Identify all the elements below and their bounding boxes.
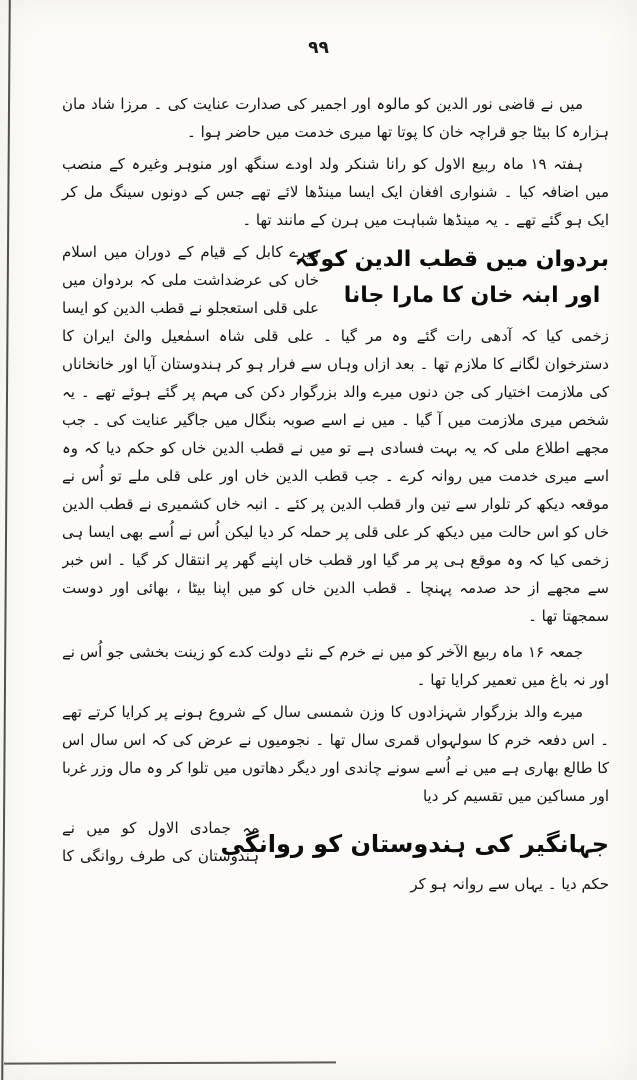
section-heading-line: جہانگیر کی ہندوستان کو روانگی <box>220 830 609 858</box>
section-burdwan-body: میرے کابل کے قیام کے دوران میں اسلام خاں کی عرضداشت ملی کہ بردوان میں علی قلی استعجلو نے قطب الدین کو ایسا زخمی کیا کہ آدھی رات گئے وہ مر گیا ۔ علی قلی شاہ اسمٰعیل والئ ایران کا دسترخوان لگانے کا ملازم تھا ۔ بعد ازاں وہاں سے فرار ہو کر ہندوستان آیا اور خانخاناں کی ملازمت اختیار کی جن دنوں میرے والد بزرگوار دکن کی مہم پر گئے ہوئے تھے ۔ یہ شخص میری ملازمت میں آ گیا ۔ میں نے اسے صوبہ بنگال میں جاگیر عنایت کی ۔ جب مجھے اطلاع ملی کہ یہ بہت فسادی ہے تو میں نے قطب الدین خاں کو حکم دیا کہ وہ اسے میری خدمت میں روانہ کرے ۔ جب قطب الدین خاں اور علی قلی ملے تو اُس نے موقعہ دیکھ کر تلوار سے تین وار قطب الدین پر کئے ۔ انبہ خاں کشمیری نے قطب الدین خاں کو اس حالت میں دیکھ کر علی قلی پر حملہ کر دیا لیکن اُس نے اُسے بھی ایسا ہی زخمی کیا کہ وہ موقع ہی پر مر گیا اور قطب خاں اپنے گھر پر انتقال کر گیا ۔ اس خبر سے مجھے از حد صدمہ پہنچا ۔ قطب الدین خاں کو میں اپنا بیٹا ، بھائی اور دوست سمجھتا تھا ۔ <box>62 243 609 625</box>
paragraph-daulatkada: جمعہ ۱۶ ماہ ربیع الآخر کو میں نے خرم کے نئے دولت کدے کو زینت بخشی جو اُس نے اور نہ باغ میں تعمیر کرایا تھا ۔ <box>62 643 609 689</box>
section-departure-hindustan <box>62 814 609 902</box>
page-bottom-edge-line <box>4 1061 336 1064</box>
page-number: ۹۹ <box>308 38 329 58</box>
paragraph-mansab-increase: ہفتہ ۱۹ ماہ ربیع الاول کو رانا شنکر ولد اودے سنگھ اور منوہر وغیرہ کے منصب میں اضافہ کیا ۔ شنواری افغان ایک ایسا مینڈھا لائے تھے جس کے دونوں سینگ مل کر ایک ہو گئے تھے ۔ یہ مینڈھا شباہت میں ہرن کے مانند تھا ۔ <box>62 155 609 229</box>
section-heading-burdwan <box>294 242 609 314</box>
section-heading-departure <box>220 822 609 866</box>
paragraph-appointments: میں نے قاضی نور الدین کو مالوہ اور اجمیر کی صدارت عنایت کی ۔ مرزا شاد مان ہزارہ کا بیٹا جو قراچہ خان کا پوتا تھا میری خدمت میں حاضر ہوا ۔ <box>62 95 609 141</box>
section-heading-line-1: بردوان میں قطب الدین کوکہ <box>294 247 609 272</box>
section-burdwan-murder <box>62 238 609 634</box>
page-content <box>62 90 609 906</box>
book-spine-edge-line <box>1 0 11 1080</box>
paragraph-weighing-khurram: میرے والد بزرگوار شہزادوں کا وزن شمسی سال کے شروع ہونے پر کرایا کرتے تھے ۔ اس دفعہ خرم کا سولہواں قمری سال تھا ۔ نجومیوں نے عرض کی کہ اس سال اس کا طالع بھاری ہے میں نے اُسے سونے چاندی اور دیگر دھاتوں میں تلوا کر وہ مال وزر غربا اور مساکین میں تقسیم کر دیا <box>62 703 609 805</box>
section-heading-line-2: اور ابنہ خان کا مارا جانا <box>343 283 601 308</box>
section-departure-body: مہ جمادی الاول کو میں نے ہندوستان کی طرف روانگی کا حکم دیا ۔ یہاں سے روانہ ہو کر <box>62 819 609 893</box>
